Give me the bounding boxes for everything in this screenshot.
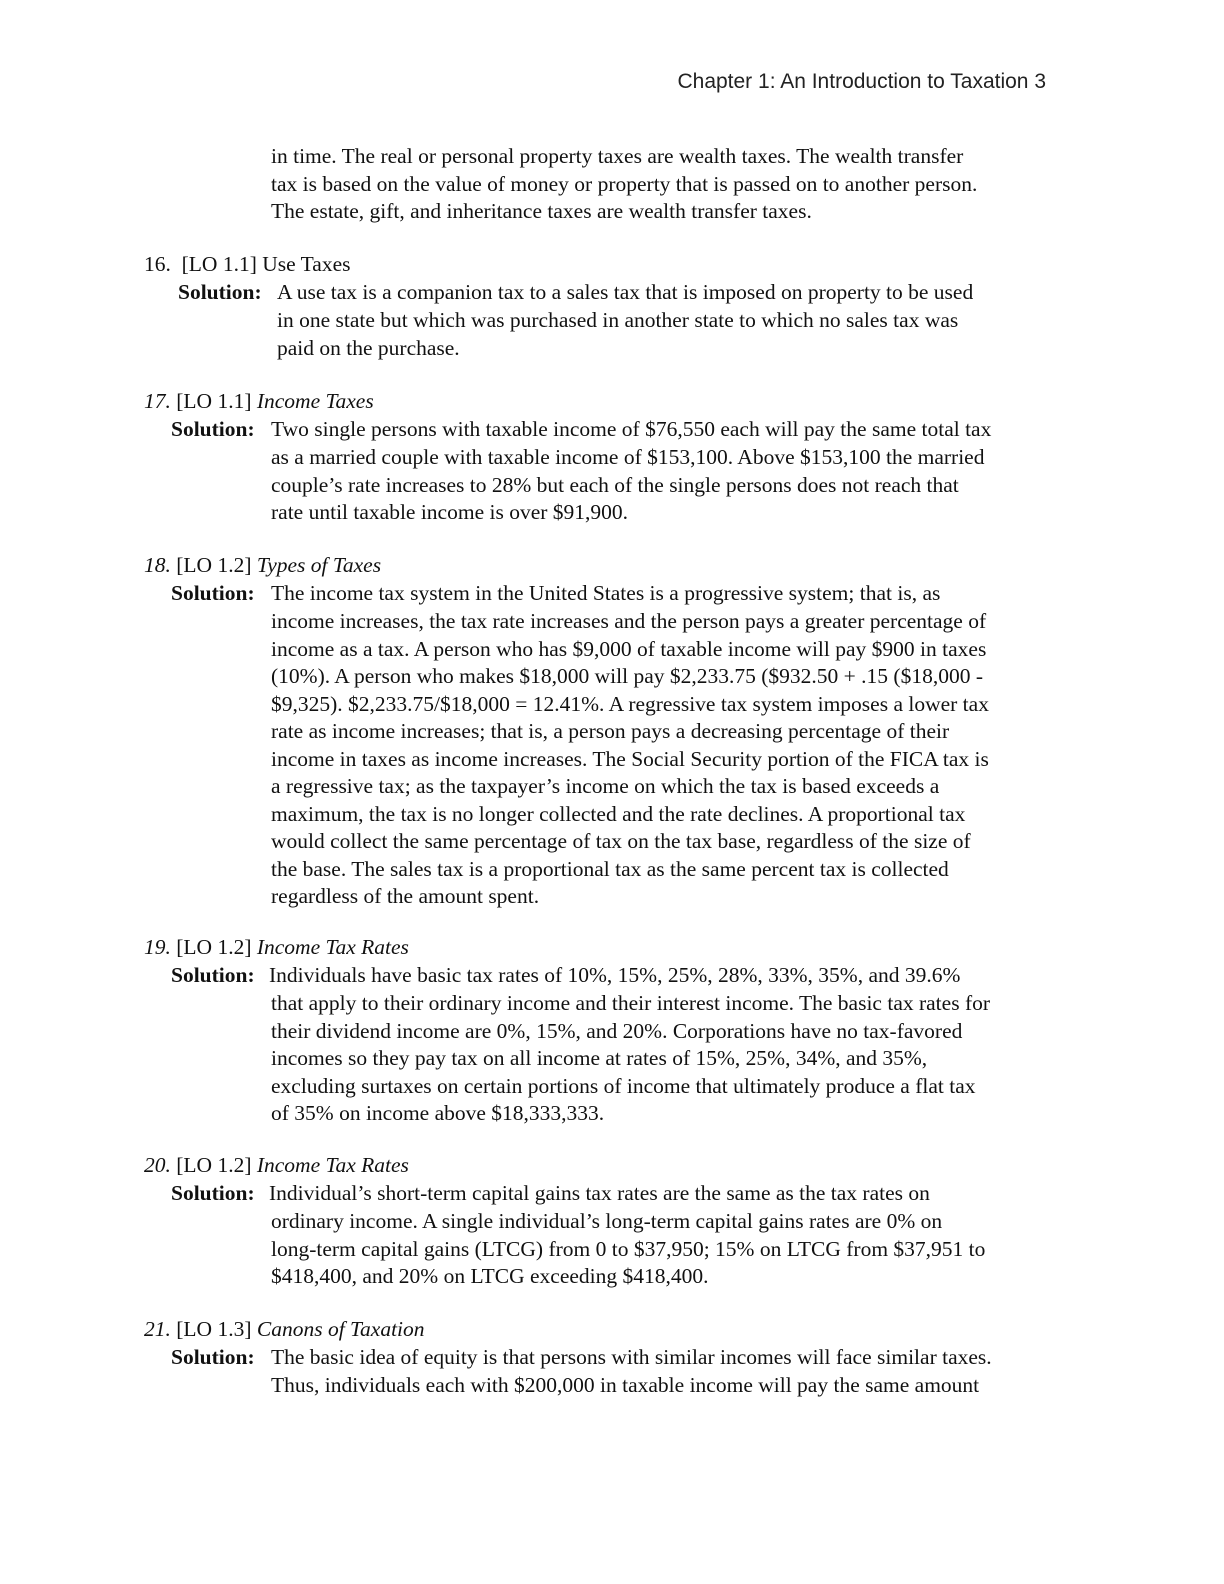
solution-line: maximum, the tax is no longer collected and the rate declines. A proportional tax: [271, 801, 966, 826]
solution-line: $418,400, and 20% on LTCG exceeding $418,400.: [271, 1264, 709, 1288]
intro-line: in time. The real or personal property taxes are wealth taxes. The wealth transfer: [271, 144, 964, 168]
solution-text: [271, 1208, 1081, 1291]
solution-line: rate as income increases; that is, a person pays a decreasing percentage of their: [271, 719, 950, 743]
learning-objective: [LO 1.3]: [176, 1317, 252, 1341]
solution-line: long-term capital gains (LTCG) from 0 to $37,950; 15% on LTCG from $37,951 to: [271, 1236, 986, 1261]
intro-line: tax is based on the value of money or property that is passed on to another person.: [271, 171, 978, 196]
solution-line: couple’s rate increases to 28% but each of the single persons does not reach that: [271, 472, 959, 497]
solution-line: (10%). A person who makes $18,000 will pay $2,233.75 ($932.50 + .15 ($18,000 -: [271, 664, 983, 688]
solution-line: A use tax is a companion tax to a sales tax that is imposed on property to be used: [277, 280, 974, 304]
solution-label: Solution:: [171, 963, 255, 987]
question-heading: [144, 934, 409, 962]
solution-line: rate until taxable income is over $91,900.: [271, 500, 629, 524]
solution-line: in one state but which was purchased in another state to which no sales tax was: [277, 308, 959, 332]
question-heading: [144, 552, 381, 580]
learning-objective: [LO 1.1]: [181, 252, 257, 276]
solution-line: income increases, the tax rate increases and the person pays a greater percentage of: [271, 609, 987, 633]
solution-line: Individuals have basic tax rates of 10%, 15%, 25%, 28%, 33%, 35%, and 39.6%: [269, 963, 961, 987]
question-number: 17.: [144, 389, 171, 413]
solution-line: excluding surtaxes on certain portions of income that ultimately produce a flat tax: [271, 1073, 976, 1098]
solution-label: Solution:: [171, 581, 255, 605]
solution-line: Two single persons with taxable income of $76,550 each will pay the same total tax: [271, 417, 992, 441]
solution-line: paid on the purchase.: [277, 335, 460, 360]
question-number: 19.: [144, 935, 171, 959]
solution-line: their dividend income are 0%, 15%, and 20%. Corporations have no tax-favored: [271, 1018, 963, 1043]
solution-label: Solution:: [171, 1345, 255, 1369]
solution-line: incomes so they pay tax on all income at rates of 15%, 25%, 34%, and 35%,: [271, 1046, 928, 1070]
solution-line: a regressive tax; as the taxpayer’s income on which the tax is based exceeds a: [271, 774, 940, 798]
solution-line: the base. The sales tax is a proportional tax as the same percent tax is collected: [271, 856, 949, 881]
question-title: Canons of Taxation: [256, 1317, 425, 1341]
solution-text: [271, 990, 1081, 1128]
solution-line: would collect the same percentage of tax on the tax base, regardless of the size of: [271, 829, 971, 853]
question-title: Types of Taxes: [256, 553, 382, 577]
solution-text: [277, 307, 1087, 362]
intro-line: The estate, gift, and inheritance taxes are wealth transfer taxes.: [271, 199, 812, 223]
question-title: Income Tax Rates: [256, 935, 409, 959]
solution-line: The basic idea of equity is that persons with similar incomes will face similar taxes.: [271, 1345, 992, 1369]
question-number: 18.: [144, 553, 171, 577]
question-title: Use Taxes: [262, 252, 351, 276]
question-number: 21.: [144, 1317, 171, 1341]
solution-line: of 35% on income above $18,333,333.: [271, 1101, 605, 1125]
solution-line: $9,325). $2,233.75/$18,000 = 12.41%. A regressive tax system imposes a lower tax: [271, 691, 989, 716]
solution-line: income in taxes as income increases. The Social Security portion of the FICA tax is: [271, 746, 989, 771]
solution-label: Solution:: [171, 417, 255, 441]
solution-line: regardless of the amount spent.: [271, 884, 540, 908]
question-title: Income Taxes: [256, 389, 374, 413]
learning-objective: [LO 1.2]: [176, 553, 252, 577]
page-header: Chapter 1: An Introduction to Taxation 3: [677, 70, 1046, 93]
question-title: Income Tax Rates: [256, 1153, 409, 1177]
question-heading: [144, 1316, 425, 1344]
question-heading: [144, 1152, 409, 1180]
learning-objective: [LO 1.2]: [176, 935, 252, 959]
solution-line: ordinary income. A single individual’s long-term capital gains rates are 0% on: [271, 1209, 943, 1233]
question-heading: [144, 251, 351, 279]
solution-text: [271, 608, 1081, 911]
solution-line: income as a tax. A person who has $9,000 of taxable income will pay $900 in taxes: [271, 636, 987, 661]
solution-line: as a married couple with taxable income of $153,100. Above $153,100 the married: [271, 445, 985, 469]
question-heading: [144, 388, 374, 416]
intro-paragraph: [271, 143, 1071, 226]
solution-label: Solution:: [171, 1181, 255, 1205]
solution-line: The income tax system in the United States is a progressive system; that is, as: [271, 581, 941, 605]
solution-text: [271, 1372, 1081, 1400]
learning-objective: [LO 1.1]: [176, 389, 252, 413]
solution-label: Solution:: [178, 280, 262, 304]
question-number: 20.: [144, 1153, 171, 1177]
question-number: 16.: [144, 252, 171, 276]
learning-objective: [LO 1.2]: [176, 1153, 252, 1177]
solution-line: that apply to their ordinary income and their interest income. The basic tax rates for: [271, 991, 991, 1015]
solution-text: [271, 444, 1081, 527]
solution-line: Thus, individuals each with $200,000 in taxable income will pay the same amount: [271, 1373, 980, 1397]
solution-line: Individual’s short-term capital gains tax rates are the same as the tax rates on: [269, 1181, 930, 1205]
